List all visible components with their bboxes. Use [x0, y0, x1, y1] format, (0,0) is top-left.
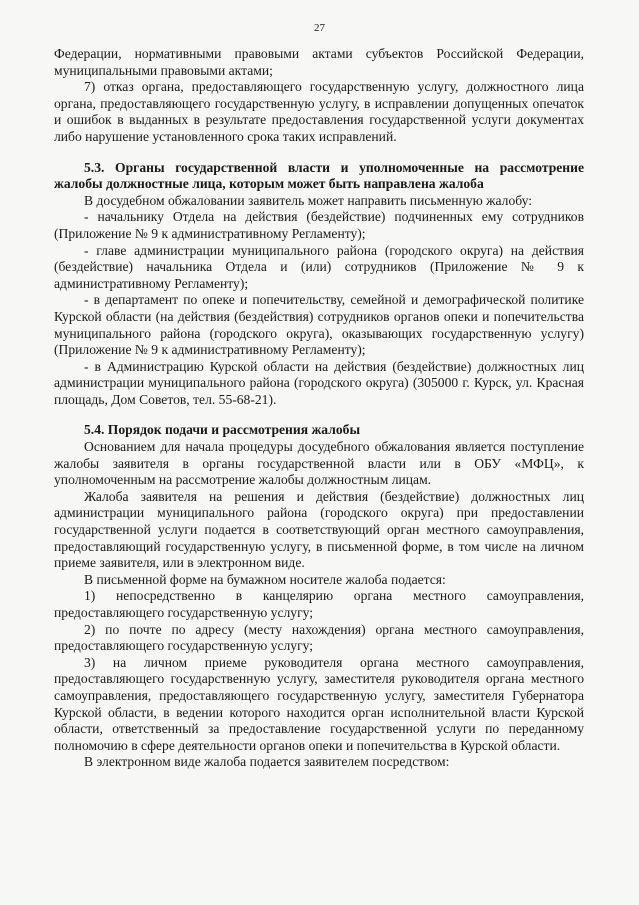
paragraph: Федерации, нормативными правовыми актами субъектов Российской Федерации, муниципальными правовыми актами;: [54, 46, 584, 78]
paragraph: 7) отказ органа, предоставляющего государственную услугу, должностного лица органа, предоставляющего государственную услугу, в исправлении допущенных опечаток и ошибок в выданных в результате предоставления государственной услуги документах либо нарушение установленного срока таких исправлений.: [54, 79, 584, 144]
section-heading: 5.3. Органы государственной власти и уполномоченные на рассмотрение жалобы должностные лица, которым может быть направлена жалоба: [54, 159, 584, 192]
page-number: 27: [314, 22, 325, 34]
paragraph: Жалоба заявителя на решения и действия (бездействие) должностных лиц администрации муниципального района (городского округа) при предоставлении государственной услуги подается в соответствующий орган местного самоуправления, предоставляющий государственную услугу, в письменной форме, в том числе на личном приеме заявителя, или в электронном виде.: [54, 488, 584, 571]
list-item: - начальнику Отдела на действия (бездействие) подчиненных ему сотрудников (Приложение № 9 к административному Регламенту);: [54, 209, 584, 241]
list-item: 1) непосредственно в канцелярию органа местного самоуправления, предоставляющего государственную услугу;: [54, 588, 584, 620]
list-item: - в департамент по опеке и попечительству, семейной и демографической политике Курской области (на действия (бездействия) сотрудников органов опеки и попечительства муниципального района (городского округа), оказывающих государственную услугу) (Приложение № 9 к административному Регламенту);: [54, 292, 584, 358]
paragraph: Основанием для начала процедуры досудебного обжалования является поступление жалобы заявителя в органы государственной власти или в ОБУ «МФЦ», к уполномоченным на рассмотрение жалобы должностным лицам.: [54, 439, 584, 488]
list-item: 2) по почте по адресу (месту нахождения) органа местного самоуправления, предоставляющего государственную услугу;: [54, 621, 584, 654]
paragraph: В электронном виде жалоба подается заявителем посредством:: [84, 754, 450, 770]
list-item: - главе администрации муниципального района (городского округа) на действия (бездействие) начальника Отдела и (или) сотрудников (Приложение № 9 к административному Регламенту);: [54, 242, 584, 291]
paragraph: В письменной форме на бумажном носителе жалоба подается:: [84, 571, 446, 587]
paragraph: В досудебном обжаловании заявитель может направить письменную жалобу:: [84, 192, 533, 208]
page-content: [54, 46, 584, 771]
list-item: 3) на личном приеме руководителя органа местного самоуправления, предоставляющего государственную услугу, заместителя руководителя органа местного самоуправления, предоставляющего государственную услугу, заместителя Губернатора Курской области, в ведении которого находится орган исполнительной власти Курской области, ответственный за предоставление государственной услуги по переданному полномочию в сфере деятельности органов опеки и попечительства в Курской области.: [54, 654, 584, 753]
section-heading: 5.4. Порядок подачи и рассмотрения жалобы: [84, 422, 361, 438]
list-item: - в Администрацию Курской области на действия (бездействие) должностных лиц администрации муниципального района (городского округа) (305000 г. Курск, ул. Красная площадь, Дом Советов, тел. 55-68-21).: [54, 358, 584, 407]
